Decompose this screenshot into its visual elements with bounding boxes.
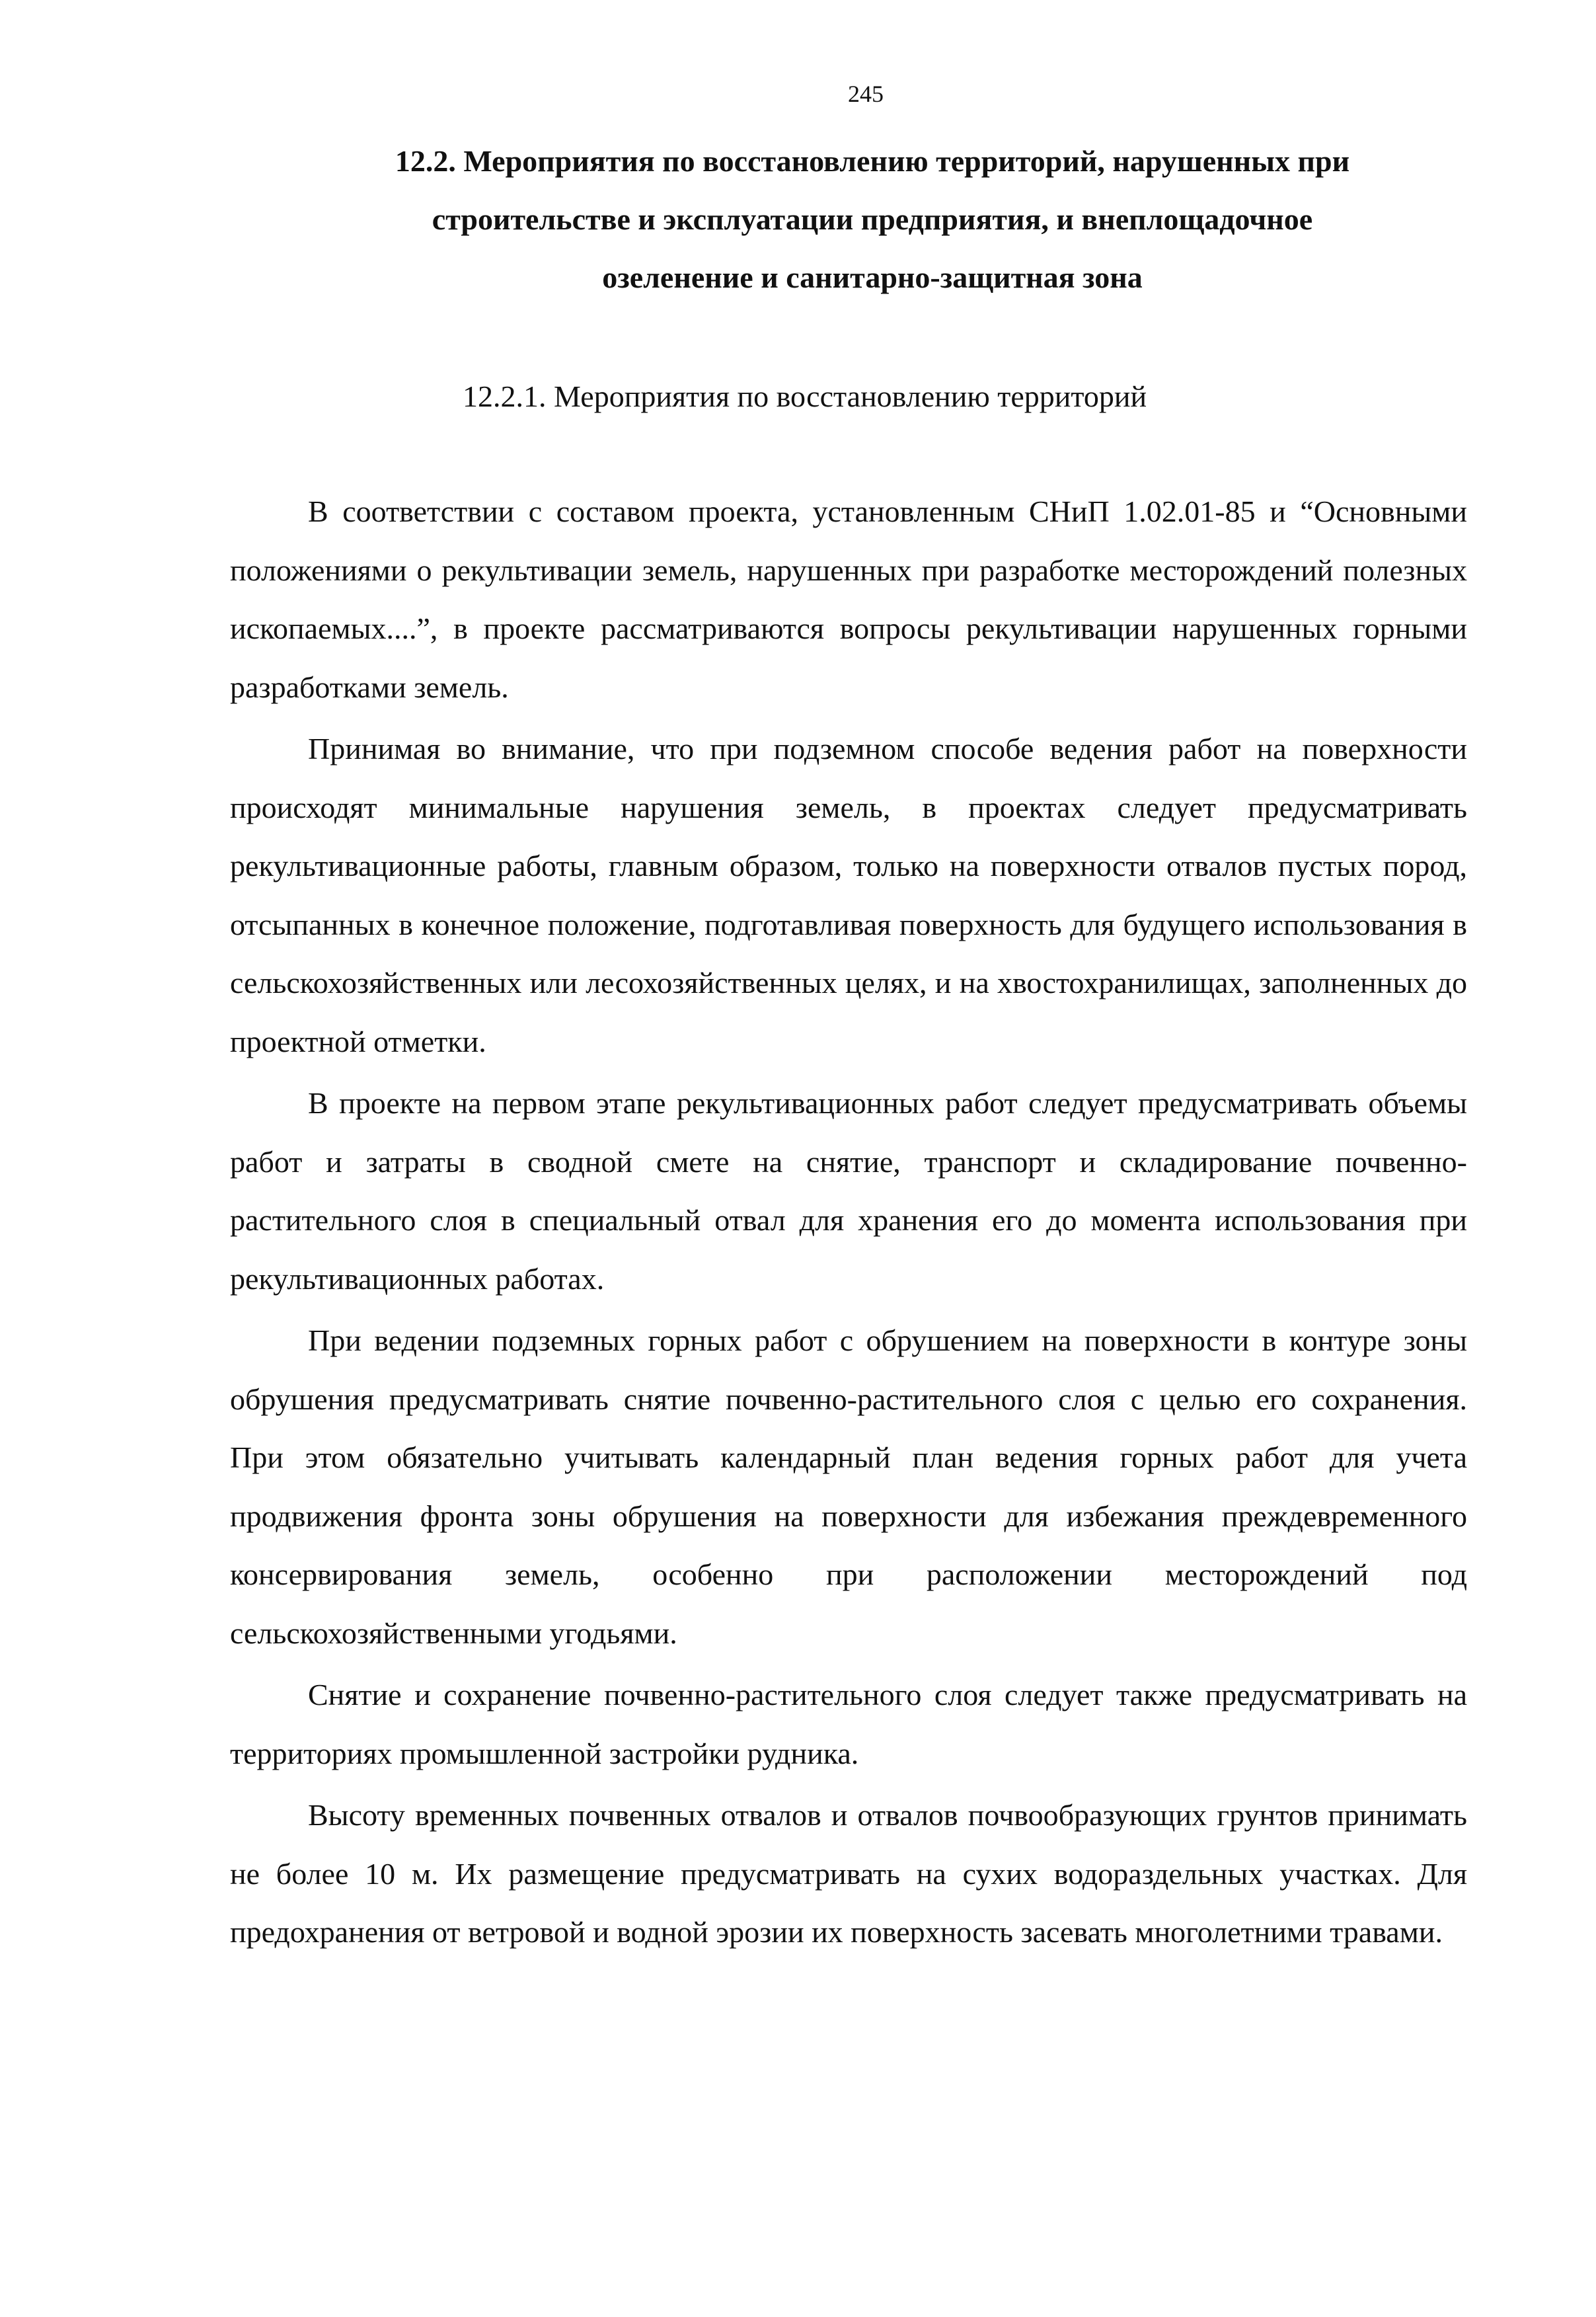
subsection-title: 12.2.1. Мероприятия по восстановлению территорий	[463, 379, 1147, 413]
page-number: 245	[848, 81, 884, 107]
paragraph: В проекте на первом этапе рекультивационных работ следует предусматривать объемы работ и затраты в сводной смете на снятие, транспорт и складирование почвенно-растительного слоя в специальный отвал для хранения его до момента использования при рекультивационных работах.	[230, 1086, 1467, 1296]
section-title-line: озеленение и санитарно-защитная зона	[602, 260, 1143, 294]
section-title	[278, 132, 1467, 307]
section-title-line: 12.2. Мероприятия по восстановлению территорий, нарушенных при	[395, 144, 1350, 178]
paragraph: В соответствии с составом проекта, установленным СНиП 1.02.01-85 и “Основными положениями о рекультивации земель, нарушенных при разработке месторождений полезных ископаемых....”, в проекте рассматриваются вопросы рекультивации нарушенных горными разработками земель.	[230, 494, 1467, 704]
body-text	[230, 483, 1467, 1962]
paragraph: Принимая во внимание, что при подземном способе ведения работ на поверхности происходят минимальные нарушения земель, в проектах следует предусматривать рекультивационные работы, главным образом, только на поверхности отвалов пустых пород, отсыпанных в конечное положение, подготавливая поверхность для будущего использования в сельскохозяйственных или лесохозяйственных целях, и на хвостохранилищах, заполненных до проектной отметки.	[230, 732, 1467, 1058]
paragraph: Высоту временных почвенных отвалов и отвалов почвообразующих грунтов принимать не более 10 м. Их размещение предусматривать на сухих водораздельных участках. Для предохранения от ветровой и водной эрозии их поверхность засевать многолетними травами.	[230, 1798, 1467, 1949]
paragraph: Снятие и сохранение почвенно-растительного слоя следует также предусматривать на территориях промышленной застройки рудника.	[230, 1678, 1467, 1770]
paragraph: При ведении подземных горных работ с обрушением на поверхности в контуре зоны обрушения предусматривать снятие почвенно-растительного слоя с целью его сохранения. При этом обязательно учитывать календарный план ведения горных работ для учета продвижения фронта зоны обрушения на поверхности для избежания преждевременного консервирования земель, особенно при расположении месторождений под сельскохозяйственными угодьями.	[230, 1323, 1467, 1650]
section-title-line: строительстве и эксплуатации предприятия, и внеплощадочное	[432, 202, 1313, 236]
